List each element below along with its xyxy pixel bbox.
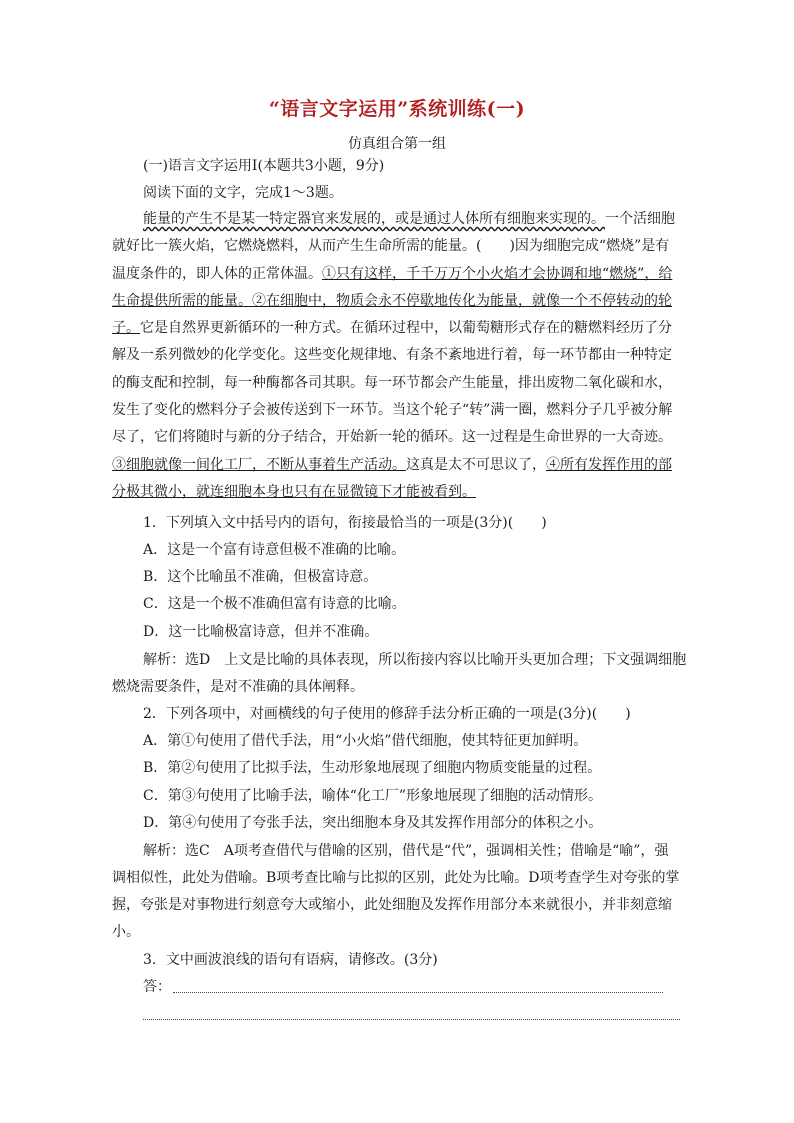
passage-underlined-1: ①只有这样，千千万万个小火焰才会协调和地“燃烧”，给生命提供所需的能量。 bbox=[112, 265, 673, 309]
q1-option-c: C．这是一个极不准确但富有诗意的比喻。 bbox=[143, 596, 406, 612]
answer-blank bbox=[143, 1018, 680, 1020]
passage-text: 它是自然界更新循环的一种方式。在循环过程中，以葡萄糖形式存在的糖燃料经历了分解及一系列微妙的化学变化。这些变化规律地、有条不紊地进行着，每一环节都由一种特定的酶支配和控制，每一种酶都各司其职。每一环节都会产生能量，排出废物二氧化碳和水，发生了变化的燃料分子会被传送到下一环节。当这个轮子“转”满一圈，燃料分子几乎被分解尽了，它们将随时与新的分子结合，开始新一轮的循环。这一过程是生命世界的一大奇迹。 bbox=[112, 320, 673, 446]
q1-analysis-cont: 燃烧需要条件，是对不准确的具体阐释。 bbox=[112, 679, 364, 695]
passage-underlined-3: ③细胞就像一间化工厂，不断从事着生产活动。 bbox=[112, 456, 406, 473]
reading-passage bbox=[112, 206, 682, 506]
q1-analysis: 解析：选D 上文是比喻的具体表现，所以衔接内容以比喻开头更加合理；下文强调细胞 bbox=[143, 652, 687, 668]
instruction: 阅读下面的文字，完成1～3题。 bbox=[143, 185, 343, 201]
answer-label: 答： bbox=[143, 979, 171, 995]
section-header: (一)语言文字运用Ⅰ(本题共3小题，9分) bbox=[143, 158, 385, 174]
q2-option-d: D．第④句使用了夸张手法，突出细胞本身及其发挥作用部分的体积之小。 bbox=[143, 815, 603, 831]
passage-wavy-sentence: 能量的产生不是某一特定器官来发展的，或是通过人体所有细胞来实现的。 bbox=[143, 211, 605, 227]
q2-analysis-cont: 小。 bbox=[112, 924, 140, 940]
q2-analysis-cont: 握，夸张是对事物进行刻意夸大或缩小，此处细胞及发挥作用部分本来就很小，并非刻意缩 bbox=[112, 897, 672, 913]
q2-option-a: A．第①句使用了借代手法，用“小火焰”借代细胞，使其特征更加鲜明。 bbox=[143, 733, 588, 749]
q2-analysis-cont: 调相似性，此处为借喻。B项考查比喻与比拟的区别，此处为比喻。D项考查学生对夸张的掌 bbox=[112, 870, 680, 886]
q3-answer-line bbox=[143, 977, 663, 997]
q1-option-d: D．这一比喻极富诗意，但并不准确。 bbox=[143, 624, 379, 640]
q3-stem: 3．文中画波浪线的语句有语病，请修改。(3分) bbox=[143, 952, 438, 968]
passage-text: 一个活细胞就好比一簇火焰，它燃烧燃料，从而产生生命所需的能量。( )因为细胞完成“燃烧”是有温度条件的，即人体的正常体温。 bbox=[112, 211, 675, 282]
q2-option-b: B．第②句使用了比拟手法，生动形象地展现了细胞内物质变能量的过程。 bbox=[143, 760, 602, 776]
page-title: “语言文字运用”系统训练(一) bbox=[268, 98, 526, 120]
q1-stem: 1．下列填入文中括号内的语句，衔接最恰当的一项是(3分)( ) bbox=[143, 515, 547, 531]
q2-stem: 2．下列各项中，对画横线的句子使用的修辞手法分析正确的一项是(3分)( ) bbox=[143, 706, 631, 722]
answer-blank bbox=[173, 991, 663, 993]
q1-option-a: A．这是一个富有诗意但极不准确的比喻。 bbox=[143, 542, 406, 558]
q2-analysis: 解析：选C A项考查借代与借喻的区别，借代是“代”，强调相关性；借喻是“喻”，强 bbox=[143, 843, 669, 859]
q2-option-c: C．第③句使用了比喻手法，喻体“化工厂”形象地展现了细胞的活动情形。 bbox=[143, 788, 603, 804]
q1-option-b: B．这个比喻虽不准确，但极富诗意。 bbox=[143, 569, 378, 585]
passage-text: 这真是太不可思议了， bbox=[406, 456, 546, 473]
passage-underlined-4: ④所有发挥作用的部分极其微小，就连细胞本身也只有在显微镜下才能被看到。 bbox=[112, 456, 672, 500]
page-subtitle: 仿真组合第一组 bbox=[348, 136, 446, 152]
passage-underlined-2: ②在细胞中，物质会永不停歇地传化为能量，就像一个不停转动的轮子。 bbox=[112, 292, 672, 337]
